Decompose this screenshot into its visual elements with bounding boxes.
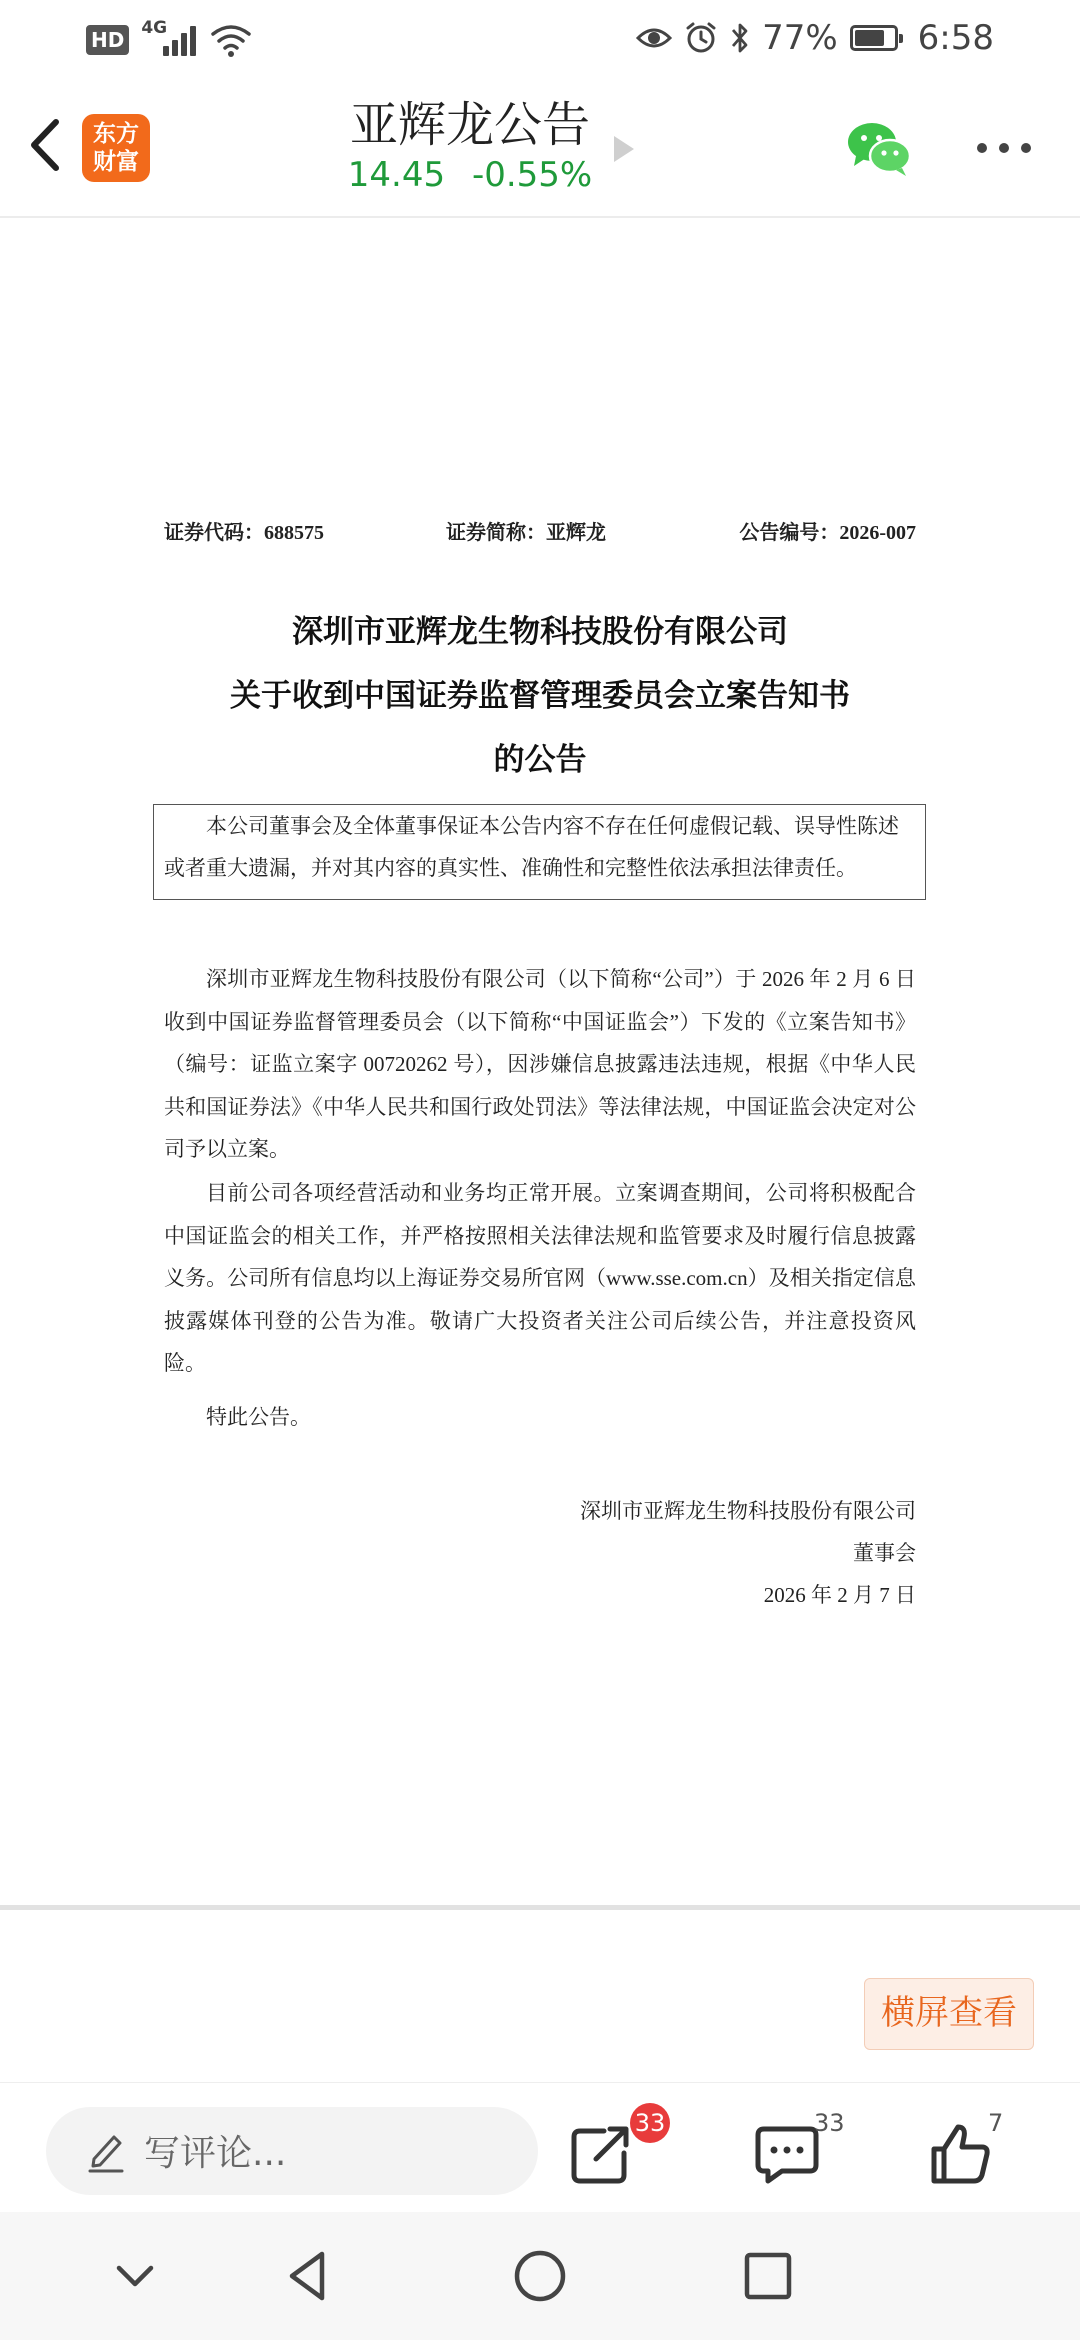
share-badge: 33 bbox=[630, 2103, 670, 2143]
comment-count: 33 bbox=[814, 2109, 845, 2137]
header-title-group[interactable] bbox=[290, 96, 650, 196]
more-options-icon[interactable] bbox=[976, 140, 1032, 156]
signature-board: 董事会 bbox=[853, 1541, 916, 1565]
back-arrow-icon[interactable] bbox=[18, 110, 78, 180]
comment-bubble-icon[interactable] bbox=[752, 2119, 822, 2189]
battery-level-fill bbox=[855, 30, 884, 46]
collapse-down-icon[interactable] bbox=[105, 2246, 165, 2306]
paragraph-1: 深圳市亚辉龙生物科技股份有限公司（以下简称“公司”）于 2026 年 2 月 6 日收到中国证券监督管理委员会（以下简称“中国证监会”）下发的《立案告知书》（编号：证监立案字 00720262 号），因涉嫌信息披露违法违规，根据《中华人民共和国证券法》《中华人民共和国行政处罚法》等法律法规，中国证监会决定对公司予以立案。 bbox=[164, 967, 916, 1161]
announcement-number: 公告编号：2026-007 bbox=[739, 522, 916, 544]
wifi-icon bbox=[211, 22, 251, 58]
nav-home-icon[interactable] bbox=[510, 2246, 570, 2306]
document-title-line3: 的公告 bbox=[493, 742, 587, 778]
alarm-icon bbox=[684, 21, 718, 55]
nav-back-icon[interactable] bbox=[280, 2246, 340, 2306]
battery-percent: 77% bbox=[762, 18, 838, 58]
wechat-icon[interactable] bbox=[846, 118, 912, 178]
like-count: 7 bbox=[988, 2109, 1004, 2137]
system-navigation-bar bbox=[0, 2212, 1080, 2340]
bluetooth-icon bbox=[730, 21, 750, 55]
logo-line1: 东方 bbox=[93, 121, 139, 147]
logo-line2: 财富 bbox=[93, 149, 139, 175]
board-statement-box: 本公司董事会及全体董事保证本公告内容不存在任何虚假记载、误导性陈述或者重大遗漏，并对其内容的真实性、准确性和完整性依法承担法律责任。 bbox=[153, 804, 926, 900]
status-left bbox=[86, 18, 251, 58]
announcement-document[interactable] bbox=[0, 218, 1080, 1908]
battery-icon bbox=[850, 25, 898, 51]
signature-company: 深圳市亚辉龙生物科技股份有限公司 bbox=[580, 1499, 916, 1523]
status-right bbox=[636, 18, 994, 58]
stock-price: 14.45 bbox=[347, 155, 446, 195]
comment-input[interactable] bbox=[46, 2107, 538, 2195]
stock-quote bbox=[290, 154, 650, 196]
play-triangle-icon[interactable] bbox=[612, 134, 636, 164]
clock: 6:58 bbox=[917, 18, 994, 58]
landscape-view-button[interactable]: 横屏查看 bbox=[864, 1978, 1034, 2050]
network-type: 4G bbox=[141, 18, 168, 38]
nav-recents-icon[interactable] bbox=[738, 2246, 798, 2306]
security-code: 证券代码：688575 bbox=[164, 522, 324, 544]
document-title-line1: 深圳市亚辉龙生物科技股份有限公司 bbox=[292, 614, 788, 650]
page-title: 亚辉龙公告 bbox=[349, 97, 590, 153]
hd-indicator: HD bbox=[86, 25, 129, 55]
paragraph-2: 目前公司各项经营活动和业务均正常开展。立案调查期间，公司将积极配合中国证监会的相关工作，并严格按照相关法律法规和监管要求及时履行信息披露义务。公司所有信息均以上海证券交易所官网（www.sse.com.cn）及相关指定信息披露媒体刊登的公告为准。敬请广大投资者关注公司后续公告，并注意投资风险。 bbox=[164, 1181, 916, 1375]
eye-icon bbox=[636, 23, 672, 53]
content-divider bbox=[0, 1905, 1080, 1910]
document-title-line2: 关于收到中国证券监督管理委员会立案告知书 bbox=[230, 678, 850, 714]
pencil-icon bbox=[86, 2129, 126, 2173]
signature-date: 2026 年 2 月 7 日 bbox=[763, 1583, 916, 1607]
stock-change: -0.55% bbox=[471, 155, 593, 195]
comment-placeholder: 写评论... bbox=[144, 2133, 287, 2174]
app-header bbox=[0, 80, 1080, 218]
bottom-action-bar bbox=[0, 2082, 1080, 2213]
signal-icon bbox=[141, 18, 199, 58]
app-logo[interactable] bbox=[82, 114, 150, 182]
security-short-name: 证券简称：亚辉龙 bbox=[446, 522, 606, 544]
share-icon[interactable] bbox=[566, 2119, 636, 2189]
thumbs-up-icon[interactable] bbox=[926, 2119, 996, 2189]
closing-line: 特此公告。 bbox=[206, 1405, 311, 1429]
status-bar bbox=[0, 0, 1080, 80]
